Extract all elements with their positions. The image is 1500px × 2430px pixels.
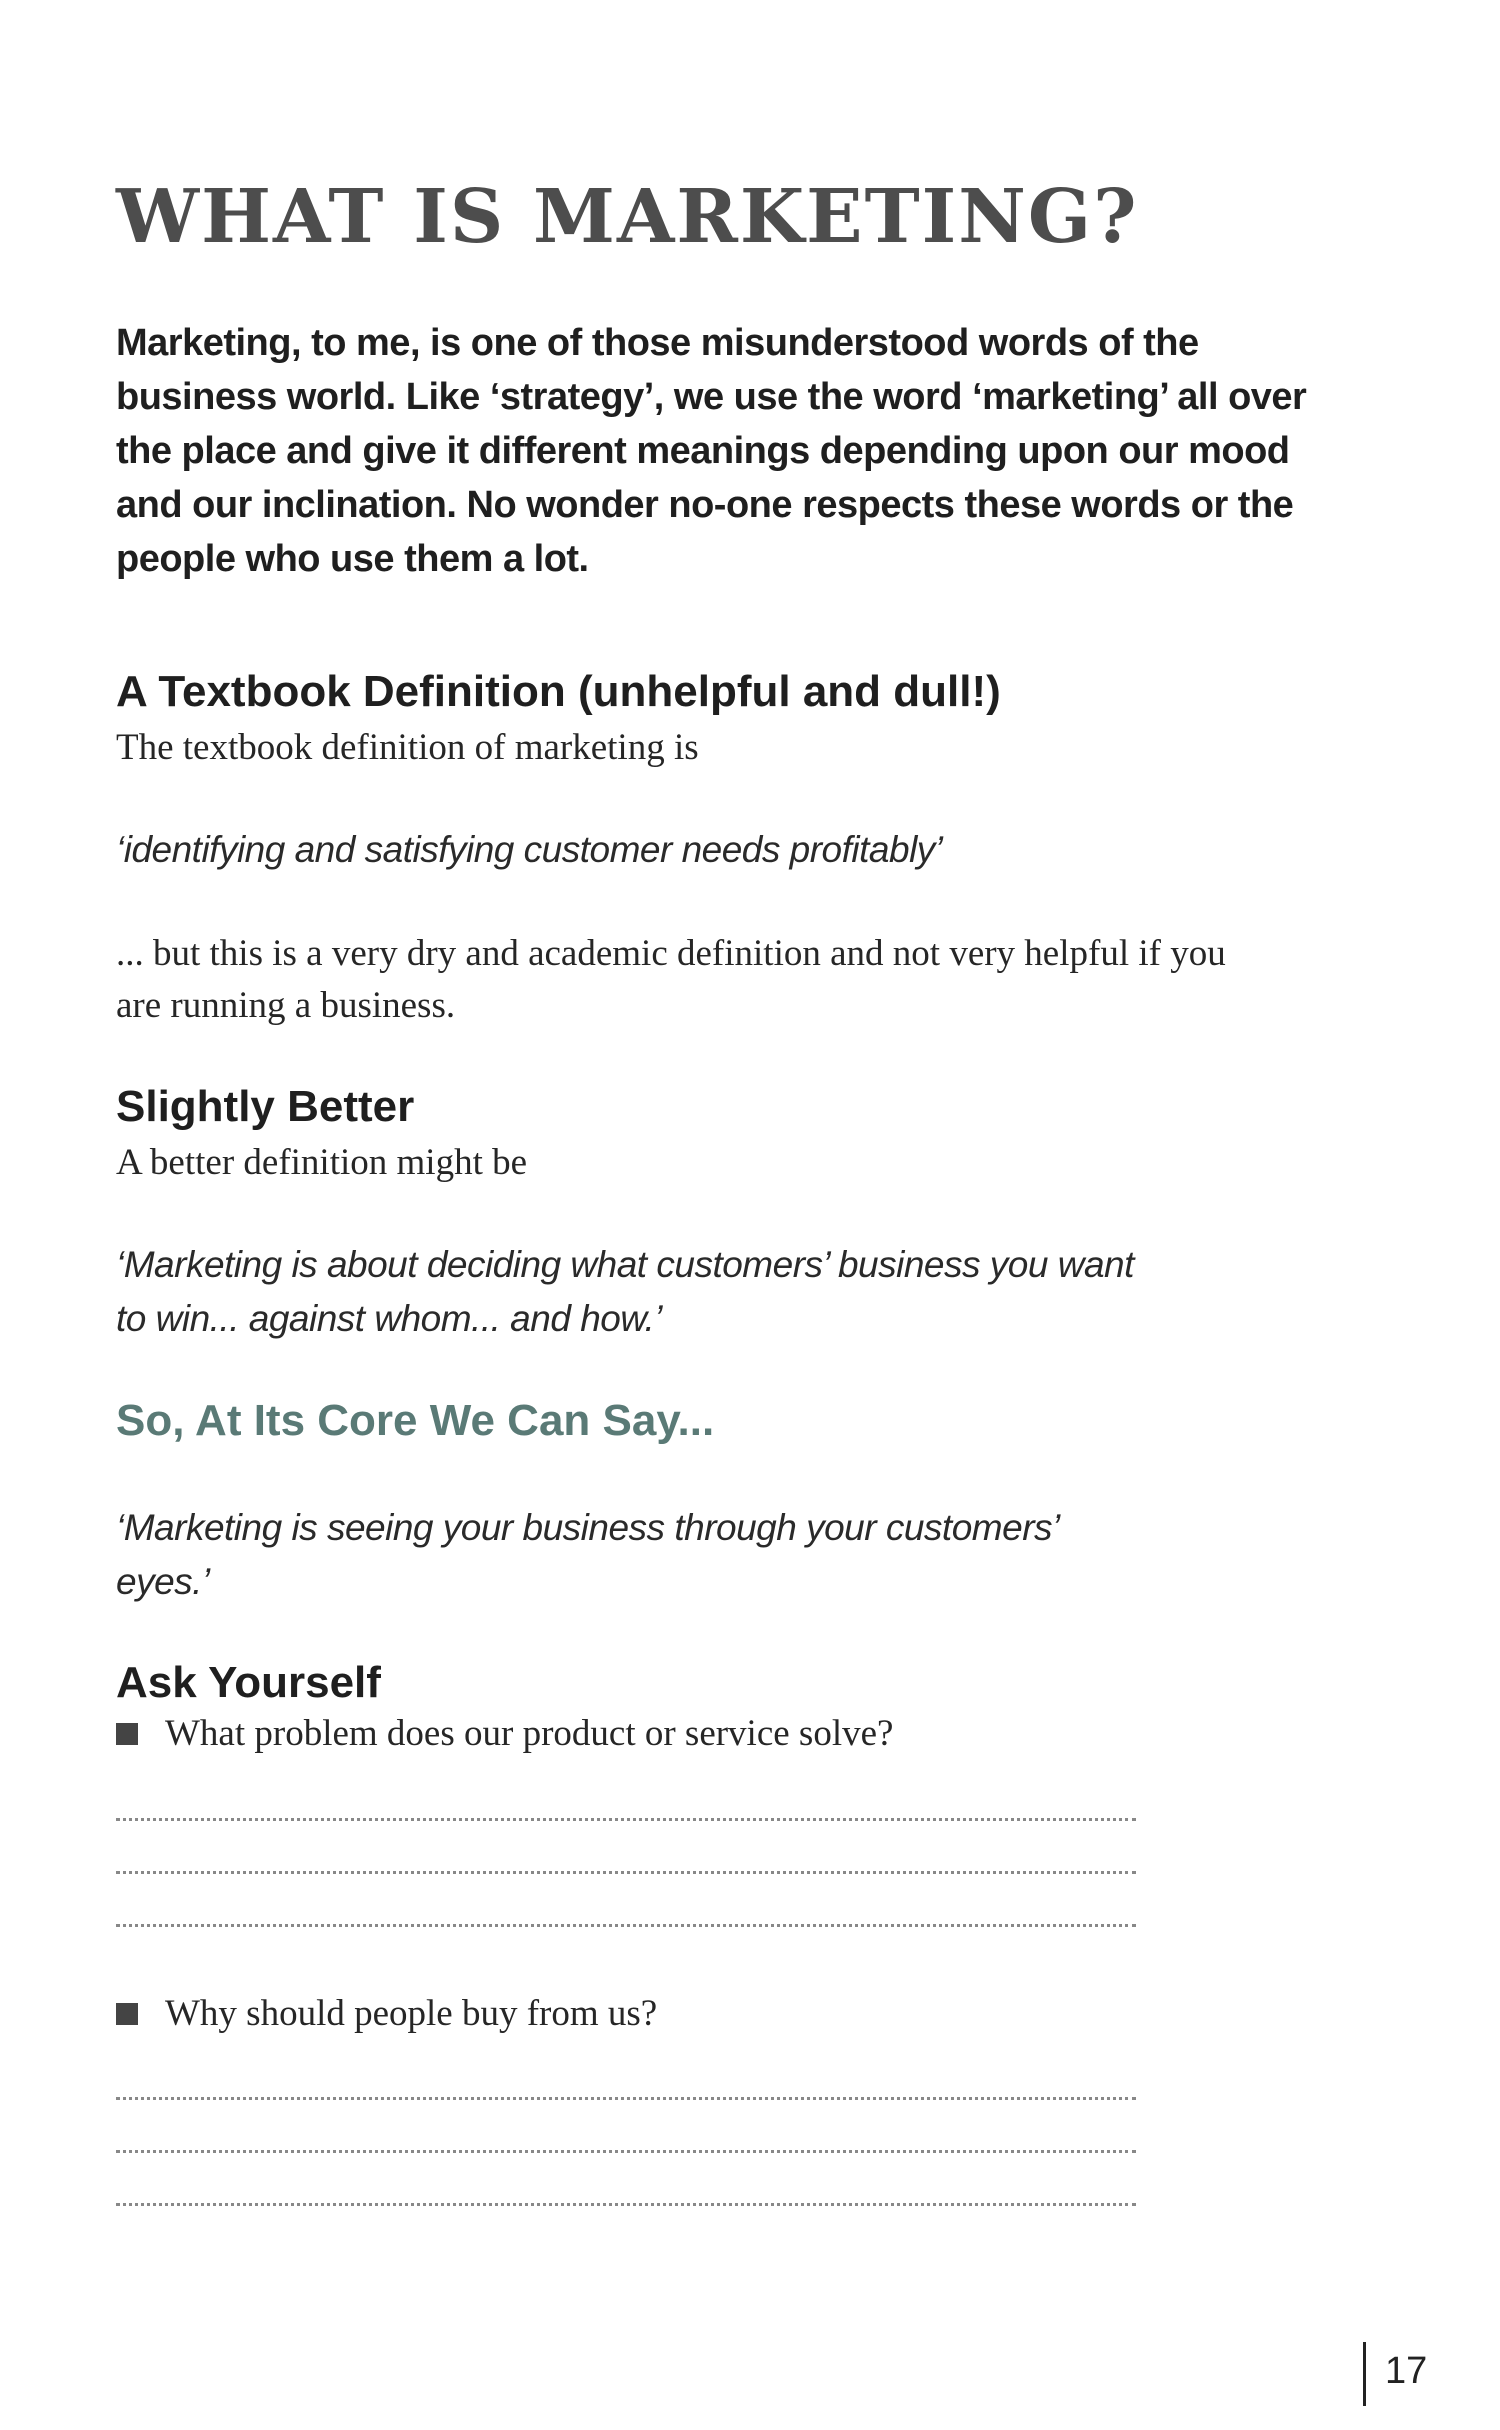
textbook-lead: The textbook definition of marketing is: [116, 727, 699, 768]
answer-line[interactable]: [116, 1924, 1136, 1927]
textbook-quote: ‘identifying and satisfying customer needs profitably’: [116, 829, 943, 870]
question-item: [116, 1712, 893, 1755]
intro-paragraph: Marketing, to me, is one of those misunderstood words of the business world. Like ‘strategy’, we use the word ‘marketing’ all over the place and give it different meanings depending upon our mood and our inclination. No wonder no-one respects these words or the people who use them a lot.: [116, 322, 1307, 580]
square-bullet-icon: [116, 1723, 138, 1745]
ask-heading: Ask Yourself: [116, 1658, 381, 1707]
better-heading: Slightly Better: [116, 1082, 415, 1131]
answer-line[interactable]: [116, 2203, 1136, 2206]
question-item: [116, 1992, 657, 2035]
page-title: WHAT IS MARKETING?: [116, 174, 1139, 260]
better-lead: A better definition might be: [116, 1142, 528, 1183]
core-heading: So, At Its Core We Can Say...: [116, 1396, 715, 1445]
core-quote: ‘Marketing is seeing your business through your customers’ eyes.’: [116, 1507, 1058, 1602]
page-number: 17: [1385, 2350, 1428, 2392]
question-text: Why should people buy from us?: [165, 1993, 658, 2034]
answer-line[interactable]: [116, 2097, 1136, 2100]
textbook-heading: A Textbook Definition (unhelpful and dull!): [116, 667, 1001, 716]
answer-line[interactable]: [116, 1818, 1136, 1821]
better-quote: ‘Marketing is about deciding what customers’ business you want to win... against whom... and how.’: [116, 1244, 1134, 1339]
square-bullet-icon: [116, 2003, 138, 2025]
question-text: What problem does our product or service solve?: [165, 1713, 894, 1754]
page-number-divider: [1363, 2342, 1366, 2406]
answer-line[interactable]: [116, 2150, 1136, 2153]
textbook-follow: ... but this is a very dry and academic definition and not very helpful if you are running a business.: [116, 933, 1226, 1026]
answer-line[interactable]: [116, 1871, 1136, 1874]
